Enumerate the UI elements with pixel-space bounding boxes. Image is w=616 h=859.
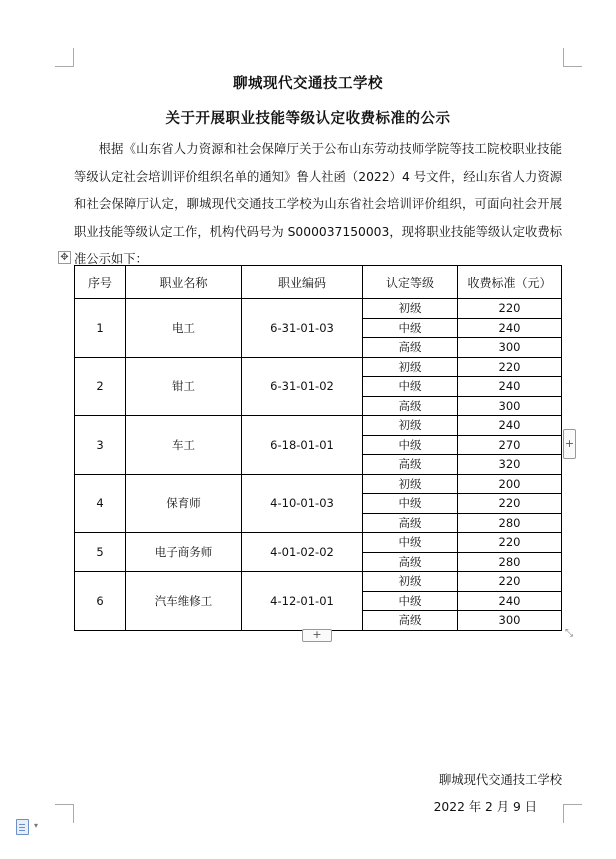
cell-level: 高级 (363, 611, 458, 631)
cell-level: 高级 (363, 513, 458, 533)
cell-fee: 220 (458, 572, 562, 592)
cell-level: 初级 (363, 416, 458, 436)
cell-no: 4 (75, 474, 126, 533)
cell-fee: 220 (458, 357, 562, 377)
cell-fee: 280 (458, 513, 562, 533)
cell-occupation-name: 汽车维修工 (126, 572, 242, 631)
table-move-handle-icon[interactable]: ✥ (58, 251, 71, 264)
cell-occupation-code: 4-10-01-03 (242, 474, 363, 533)
page-corner-mark-top-right (563, 48, 582, 67)
document-title: 关于开展职业技能等级认定收费标准的公示 (165, 111, 451, 127)
table-resize-icon[interactable]: ⤡ (565, 628, 573, 639)
cell-level: 高级 (363, 338, 458, 358)
cell-no: 1 (75, 299, 126, 358)
table-row (75, 572, 562, 592)
cell-level: 中级 (363, 494, 458, 514)
cell-occupation-code: 4-01-02-02 (242, 533, 363, 572)
cell-occupation-name: 电工 (126, 299, 242, 358)
signature-date: 2022 年 2 月 9 日 (433, 800, 537, 814)
signature-organization: 聊城现代交通技工学校 (439, 773, 562, 787)
cell-level: 初级 (363, 474, 458, 494)
table-row (75, 533, 562, 553)
cell-no: 3 (75, 416, 126, 475)
cell-fee: 240 (458, 377, 562, 397)
school-title: 聊城现代交通技工学校 (233, 76, 383, 92)
cell-occupation-name: 电子商务师 (126, 533, 242, 572)
cell-level: 中级 (363, 533, 458, 553)
header-cell-code: 职业编码 (242, 266, 363, 299)
table-row (75, 299, 562, 319)
cell-fee: 240 (458, 416, 562, 436)
add-column-plus-icon[interactable]: + (563, 429, 576, 459)
cell-fee: 300 (458, 338, 562, 358)
page-corner-mark-top-left (55, 48, 74, 67)
cell-level: 中级 (363, 435, 458, 455)
cell-no: 2 (75, 357, 126, 416)
cell-level: 高级 (363, 552, 458, 572)
header-cell-no: 序号 (75, 266, 126, 299)
body-paragraph: 根据《山东省人力资源和社会保障厅关于公布山东劳动技师学院等技工院校职业技能等级认定社会培训评价组织名单的通知》鲁人社函（2022）4 号文件，经山东省人力资源和社会保障厅认定，聊城现代交通技工学校为山东省社会培训评价组织，可面向社会开展职业技能等级认定工作，机构代码号为 S000037150003，现将职业技能等级认定收费标准公示如下： (74, 142, 562, 266)
cell-occupation-name: 车工 (126, 416, 242, 475)
cell-occupation-code: 6-31-01-02 (242, 357, 363, 416)
cell-occupation-code: 4-12-01-01 (242, 572, 363, 631)
header-cell-level: 认定等级 (363, 266, 458, 299)
chevron-down-icon[interactable]: ▾ (34, 821, 39, 830)
cell-fee: 240 (458, 318, 562, 338)
cell-level: 中级 (363, 377, 458, 397)
cell-fee: 320 (458, 455, 562, 475)
cell-occupation-name: 钳工 (126, 357, 242, 416)
page-corner-mark-bottom-left (55, 804, 74, 823)
header-cell-fee: 收费标准（元） (458, 266, 562, 299)
cell-level: 初级 (363, 299, 458, 319)
table-row (75, 357, 562, 377)
header-cell-name: 职业名称 (126, 266, 242, 299)
cell-level: 高级 (363, 455, 458, 475)
cell-level: 高级 (363, 396, 458, 416)
cell-level: 初级 (363, 357, 458, 377)
cell-fee: 300 (458, 611, 562, 631)
cell-fee: 220 (458, 299, 562, 319)
cell-fee: 300 (458, 396, 562, 416)
table-row (75, 474, 562, 494)
cell-fee: 200 (458, 474, 562, 494)
cell-occupation-code: 6-18-01-01 (242, 416, 363, 475)
cell-level: 中级 (363, 591, 458, 611)
cell-fee: 240 (458, 591, 562, 611)
cell-fee: 280 (458, 552, 562, 572)
cell-no: 5 (75, 533, 126, 572)
add-row-plus-icon[interactable]: + (302, 629, 332, 642)
fee-table (74, 265, 562, 631)
table-row (75, 416, 562, 436)
cell-occupation-name: 保育师 (126, 474, 242, 533)
document-icon[interactable] (16, 819, 29, 835)
cell-occupation-code: 6-31-01-03 (242, 299, 363, 358)
cell-fee: 220 (458, 533, 562, 553)
cell-level: 初级 (363, 572, 458, 592)
table-header-row (75, 266, 562, 299)
cell-level: 中级 (363, 318, 458, 338)
cell-no: 6 (75, 572, 126, 631)
cell-fee: 270 (458, 435, 562, 455)
page-corner-mark-bottom-right (563, 804, 582, 823)
cell-fee: 220 (458, 494, 562, 514)
